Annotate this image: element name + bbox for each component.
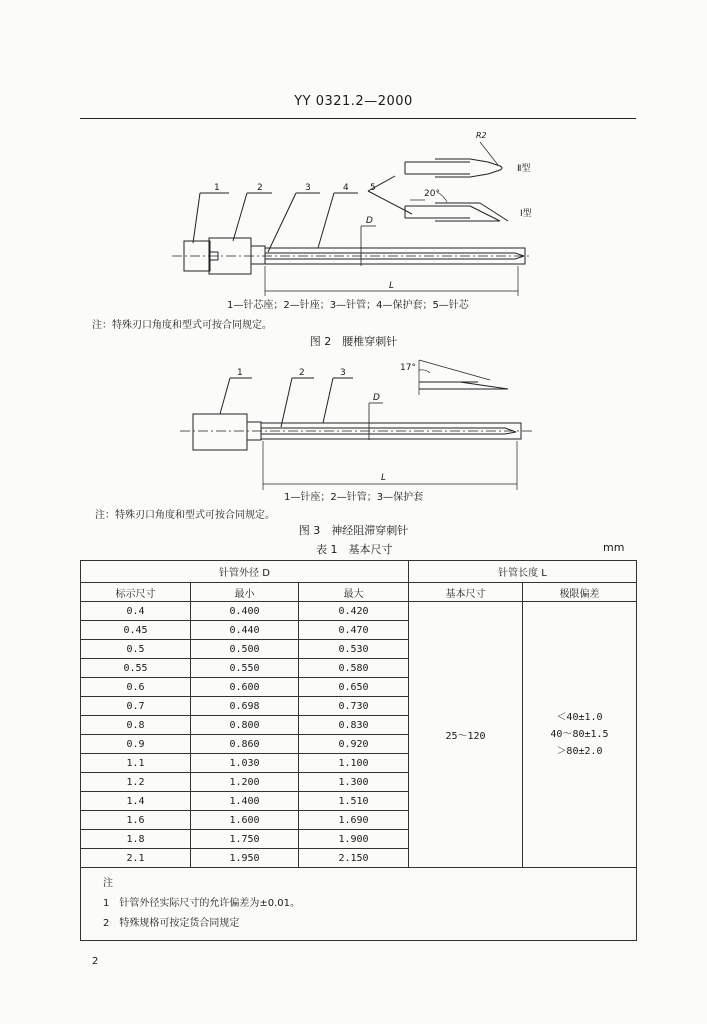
fig2-type-i: Ⅰ型 (520, 209, 532, 219)
cell-max: 2.150 (299, 849, 409, 868)
note-1: 1 针管外径实际尺寸的允许偏差为±0.01。 (103, 898, 301, 909)
cell-nominal: 2.1 (81, 849, 191, 868)
header-min: 最小 (191, 583, 299, 602)
fig2-angle: 20° (424, 189, 440, 199)
header-tube-length: 针管长度 L (409, 561, 637, 583)
cell-min: 0.440 (191, 621, 299, 640)
cell-min: 1.400 (191, 792, 299, 811)
table-1-unit: mm (603, 541, 625, 554)
figure-2-note: 注：特殊刃口角度和型式可按合同规定。 (92, 320, 272, 331)
figure-3-note: 注：特殊刃口角度和型式可按合同规定。 (95, 510, 275, 521)
table-1-caption: 表 1 基本尺寸 (316, 543, 393, 556)
fig2-label-4: 4 (343, 183, 349, 193)
cell-max: 1.100 (299, 754, 409, 773)
fig2-label-3: 3 (305, 183, 311, 193)
deviation-line-1: ＜40±1.0 (556, 712, 603, 723)
table-row (81, 602, 637, 621)
fig2-dim-l: L (389, 281, 395, 291)
cell-nominal: 0.6 (81, 678, 191, 697)
note-2: 2 特殊规格可按定货合同规定 (103, 918, 240, 929)
fig3-label-2: 2 (299, 368, 305, 378)
cell-max: 1.900 (299, 830, 409, 849)
fig3-dim-d: D (373, 393, 380, 403)
cell-deviation (523, 602, 637, 868)
cell-min: 0.500 (191, 640, 299, 659)
cell-max: 1.300 (299, 773, 409, 792)
basic-dimensions-table (80, 560, 637, 941)
cell-nominal: 1.6 (81, 811, 191, 830)
cell-max: 1.690 (299, 811, 409, 830)
cell-max: 0.530 (299, 640, 409, 659)
cell-nominal: 1.1 (81, 754, 191, 773)
header-outer-diameter: 针管外径 D (81, 561, 409, 583)
cell-nominal: 0.8 (81, 716, 191, 735)
cell-nominal: 0.5 (81, 640, 191, 659)
cell-max: 0.650 (299, 678, 409, 697)
fig2-radius: R2 (476, 131, 487, 140)
cell-min: 1.950 (191, 849, 299, 868)
fig2-label-5: 5 (370, 183, 376, 193)
cell-nominal: 0.9 (81, 735, 191, 754)
cell-min: 1.600 (191, 811, 299, 830)
fig2-type-ii: Ⅱ型 (517, 164, 531, 174)
cell-nominal: 1.8 (81, 830, 191, 849)
cell-min: 1.750 (191, 830, 299, 849)
cell-min: 0.550 (191, 659, 299, 678)
fig3-label-3: 3 (340, 368, 346, 378)
figure-2-legend: 1—针芯座；2—针座；3—针管；4—保护套；5—针芯 (227, 300, 469, 311)
cell-nominal: 1.4 (81, 792, 191, 811)
deviation-line-3: ＞80±2.0 (556, 746, 603, 757)
cell-min: 0.600 (191, 678, 299, 697)
cell-min: 1.030 (191, 754, 299, 773)
page-number: 2 (92, 956, 99, 967)
cell-max: 0.730 (299, 697, 409, 716)
cell-nominal: 1.2 (81, 773, 191, 792)
cell-nominal: 0.45 (81, 621, 191, 640)
figure-3-caption: 图 3 神经阻滞穿刺针 (298, 524, 409, 537)
header-max: 最大 (299, 583, 409, 602)
cell-min: 0.400 (191, 602, 299, 621)
fig2-label-1: 1 (214, 183, 220, 193)
notes-title: 注 (103, 878, 113, 889)
header-basic: 基本尺寸 (409, 583, 523, 602)
fig3-label-1: 1 (237, 368, 243, 378)
cell-nominal: 0.55 (81, 659, 191, 678)
figure-2-caption: 图 2 腰椎穿刺针 (309, 335, 398, 348)
standard-header: YY 0321.2—2000 (294, 94, 413, 109)
cell-min: 0.698 (191, 697, 299, 716)
cell-basic-length: 25～120 (409, 602, 523, 868)
cell-nominal: 0.4 (81, 602, 191, 621)
fig2-dim-d: D (366, 216, 373, 226)
cell-max: 0.830 (299, 716, 409, 735)
cell-min: 0.800 (191, 716, 299, 735)
fig3-angle: 17° (400, 363, 416, 373)
deviation-line-2: 40～80±1.5 (550, 729, 609, 740)
cell-min: 0.860 (191, 735, 299, 754)
cell-max: 0.470 (299, 621, 409, 640)
cell-max: 1.510 (299, 792, 409, 811)
cell-min: 1.200 (191, 773, 299, 792)
figure-3-legend: 1—针座；2—针管；3—保护套 (284, 492, 424, 503)
cell-max: 0.920 (299, 735, 409, 754)
header-deviation: 极限偏差 (523, 583, 637, 602)
cell-nominal: 0.7 (81, 697, 191, 716)
fig3-dim-l: L (381, 473, 387, 483)
table-notes (81, 868, 637, 941)
cell-max: 0.420 (299, 602, 409, 621)
header-nominal: 标示尺寸 (81, 583, 191, 602)
cell-max: 0.580 (299, 659, 409, 678)
fig2-label-2: 2 (257, 183, 263, 193)
